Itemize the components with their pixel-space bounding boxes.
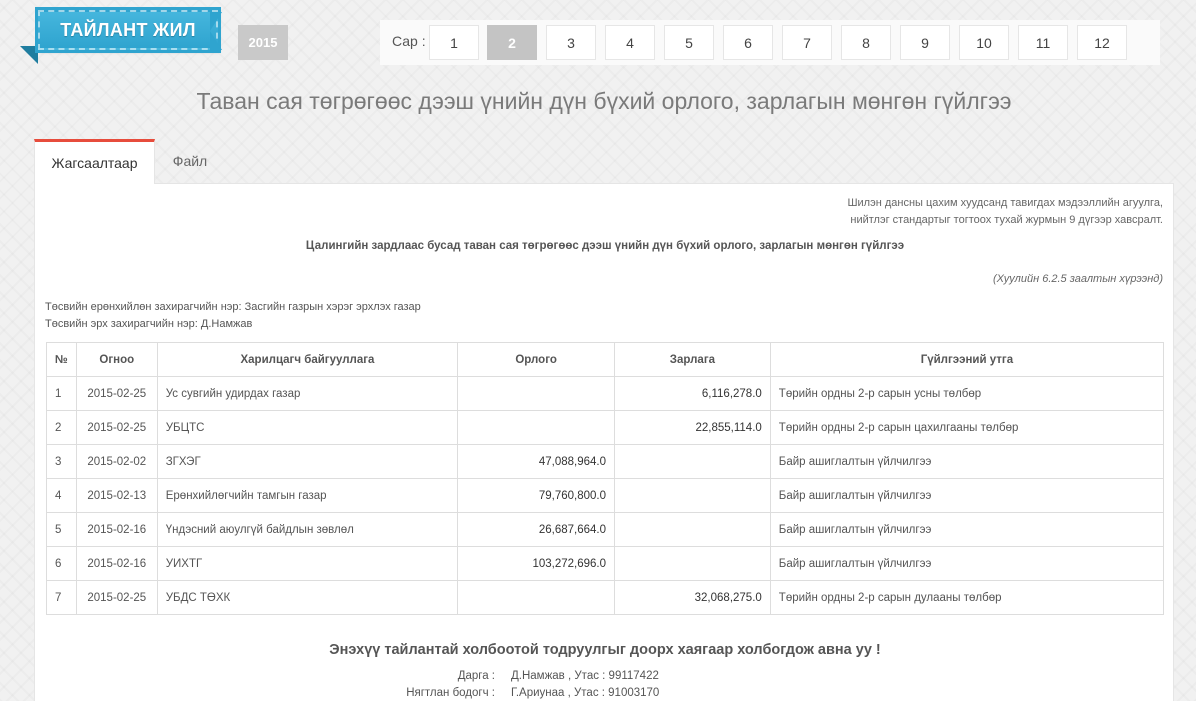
col-header-date: Огноо: [76, 343, 157, 377]
cell-counterparty: Ерөнхийлөгчийн тамгын газар: [157, 479, 457, 513]
month-button-7[interactable]: 7: [782, 25, 832, 60]
ribbon-fold: [20, 46, 38, 64]
director-contact: Д.Намжав , Утас : 99117422: [511, 670, 659, 682]
cell-counterparty: УИХТГ: [157, 547, 457, 581]
month-button-6[interactable]: 6: [723, 25, 773, 60]
cell-description: Төрийн ордны 2-р сарын дулааны төлбөр: [770, 581, 1163, 615]
tab-file[interactable]: Файл: [172, 153, 208, 169]
contact-labels: [335, 668, 495, 701]
report-heading: Цалингийн зардлаас бусад таван сая төгрөгөөс дээш үнийн дүн бүхий орлого, зарлагын мөнгөн гүйлгээ: [305, 240, 905, 252]
month-button-9[interactable]: 9: [900, 25, 950, 60]
ribbon-title: ТАЙЛАНТ ЖИЛ: [38, 10, 218, 50]
cell-description: Байр ашиглалтын үйлчилгээ: [770, 479, 1163, 513]
cell-expense: [615, 479, 771, 513]
cell-description: Төрийн ордны 2-р сарын усны төлбөр: [770, 377, 1163, 411]
table-row: [47, 513, 1164, 547]
tab-bar: [34, 139, 1174, 183]
cell-number: 2: [47, 411, 77, 445]
cell-date: 2015-02-25: [76, 581, 157, 615]
cell-counterparty: Үндэсний аюулгүй байдлын зөвлөл: [157, 513, 457, 547]
cell-counterparty: УБЦТС: [157, 411, 457, 445]
contact-values: [511, 668, 659, 701]
cell-description: Төрийн ордны 2-р сарын цахилгааны төлбөр: [770, 411, 1163, 445]
cell-counterparty: Ус сувгийн удирдах газар: [157, 377, 457, 411]
cell-counterparty: УБДС ТӨХК: [157, 581, 457, 615]
cell-description: Байр ашиглалтын үйлчилгээ: [770, 547, 1163, 581]
cell-description: Байр ашиглалтын үйлчилгээ: [770, 445, 1163, 479]
regulation-note-line-2: нийтлэг стандартыг тогтоох тухай журмын 9 дүгээр хавсралт.: [850, 214, 1163, 226]
month-button-8[interactable]: 8: [841, 25, 891, 60]
table-row: [47, 581, 1164, 615]
accountant-label: Нягтлан бодогч :: [406, 687, 495, 699]
col-header-expense: Зарлага: [615, 343, 771, 377]
cell-income: 103,272,696.0: [458, 547, 615, 581]
cell-number: 6: [47, 547, 77, 581]
table-row: [47, 547, 1164, 581]
page-title: Таван сая төгрөгөөс дээш үнийн дүн бүхий орлого, зарлагын мөнгөн гүйлгээ: [196, 88, 1012, 114]
cell-number: 4: [47, 479, 77, 513]
contact-title: Энэхүү тайлантай холбоотой тодруулгыг доорх хаягаар холбогдож авна уу !: [329, 642, 881, 658]
regulation-note-line-1: Шилэн дансны цахим хуудсанд тавигдах мэдээллийн агуулга,: [847, 197, 1163, 209]
table-row: [47, 479, 1164, 513]
cell-expense: [615, 547, 771, 581]
month-button-12[interactable]: 12: [1077, 25, 1127, 60]
report-panel: [34, 183, 1174, 701]
accountant-contact: Г.Ариунаа , Утас : 91003170: [511, 687, 660, 699]
month-button-5[interactable]: 5: [664, 25, 714, 60]
cell-date: 2015-02-25: [76, 377, 157, 411]
report-year-ribbon: [20, 8, 220, 64]
cell-expense: 6,116,278.0: [615, 377, 771, 411]
cell-date: 2015-02-16: [76, 547, 157, 581]
month-button-2[interactable]: 2: [487, 25, 537, 60]
cell-income: 26,687,664.0: [458, 513, 615, 547]
cell-number: 3: [47, 445, 77, 479]
law-reference: (Хуулийн 6.2.5 заалтын хүрээнд): [993, 273, 1163, 285]
cell-expense: [615, 445, 771, 479]
cell-expense: [615, 513, 771, 547]
table-row: [47, 411, 1164, 445]
col-header-description: Гүйлгээний утга: [770, 343, 1163, 377]
general-manager-name: Төсвийн ерөнхийлөн захирагчийн нэр: Засгийн газрын хэрэг эрхлэх газар: [45, 301, 421, 313]
cell-counterparty: ЗГХЭГ: [157, 445, 457, 479]
col-header-income: Орлого: [458, 343, 615, 377]
cell-number: 7: [47, 581, 77, 615]
month-button-3[interactable]: 3: [546, 25, 596, 60]
col-header-number: №: [47, 343, 77, 377]
transactions-table: [46, 342, 1164, 615]
col-header-counterparty: Харилцагч байгууллага: [157, 343, 457, 377]
cell-date: 2015-02-16: [76, 513, 157, 547]
table-header-row: [47, 343, 1164, 377]
month-button-11[interactable]: 11: [1018, 25, 1068, 60]
cell-income: [458, 377, 615, 411]
cell-description: Байр ашиглалтын үйлчилгээ: [770, 513, 1163, 547]
budget-managers: [45, 299, 421, 333]
cell-income: 47,088,964.0: [458, 445, 615, 479]
cell-number: 1: [47, 377, 77, 411]
cell-income: 79,760,800.0: [458, 479, 615, 513]
manager-name: Төсвийн эрх захирагчийн нэр: Д.Намжав: [45, 318, 253, 330]
tab-list[interactable]: Жагсаалтаар: [34, 139, 155, 184]
cell-date: 2015-02-13: [76, 479, 157, 513]
year-button[interactable]: 2015: [238, 25, 288, 60]
month-button-4[interactable]: 4: [605, 25, 655, 60]
cell-date: 2015-02-25: [76, 411, 157, 445]
regulation-note: [847, 195, 1163, 229]
table-row: [47, 377, 1164, 411]
month-button-1[interactable]: 1: [429, 25, 479, 60]
month-button-10[interactable]: 10: [959, 25, 1009, 60]
cell-expense: 22,855,114.0: [615, 411, 771, 445]
cell-date: 2015-02-02: [76, 445, 157, 479]
month-label: Сар :: [392, 33, 426, 49]
ribbon-tail: [210, 12, 222, 50]
cell-number: 5: [47, 513, 77, 547]
cell-income: [458, 581, 615, 615]
cell-expense: 32,068,275.0: [615, 581, 771, 615]
director-label: Дарга :: [457, 670, 495, 682]
cell-income: [458, 411, 615, 445]
table-row: [47, 445, 1164, 479]
